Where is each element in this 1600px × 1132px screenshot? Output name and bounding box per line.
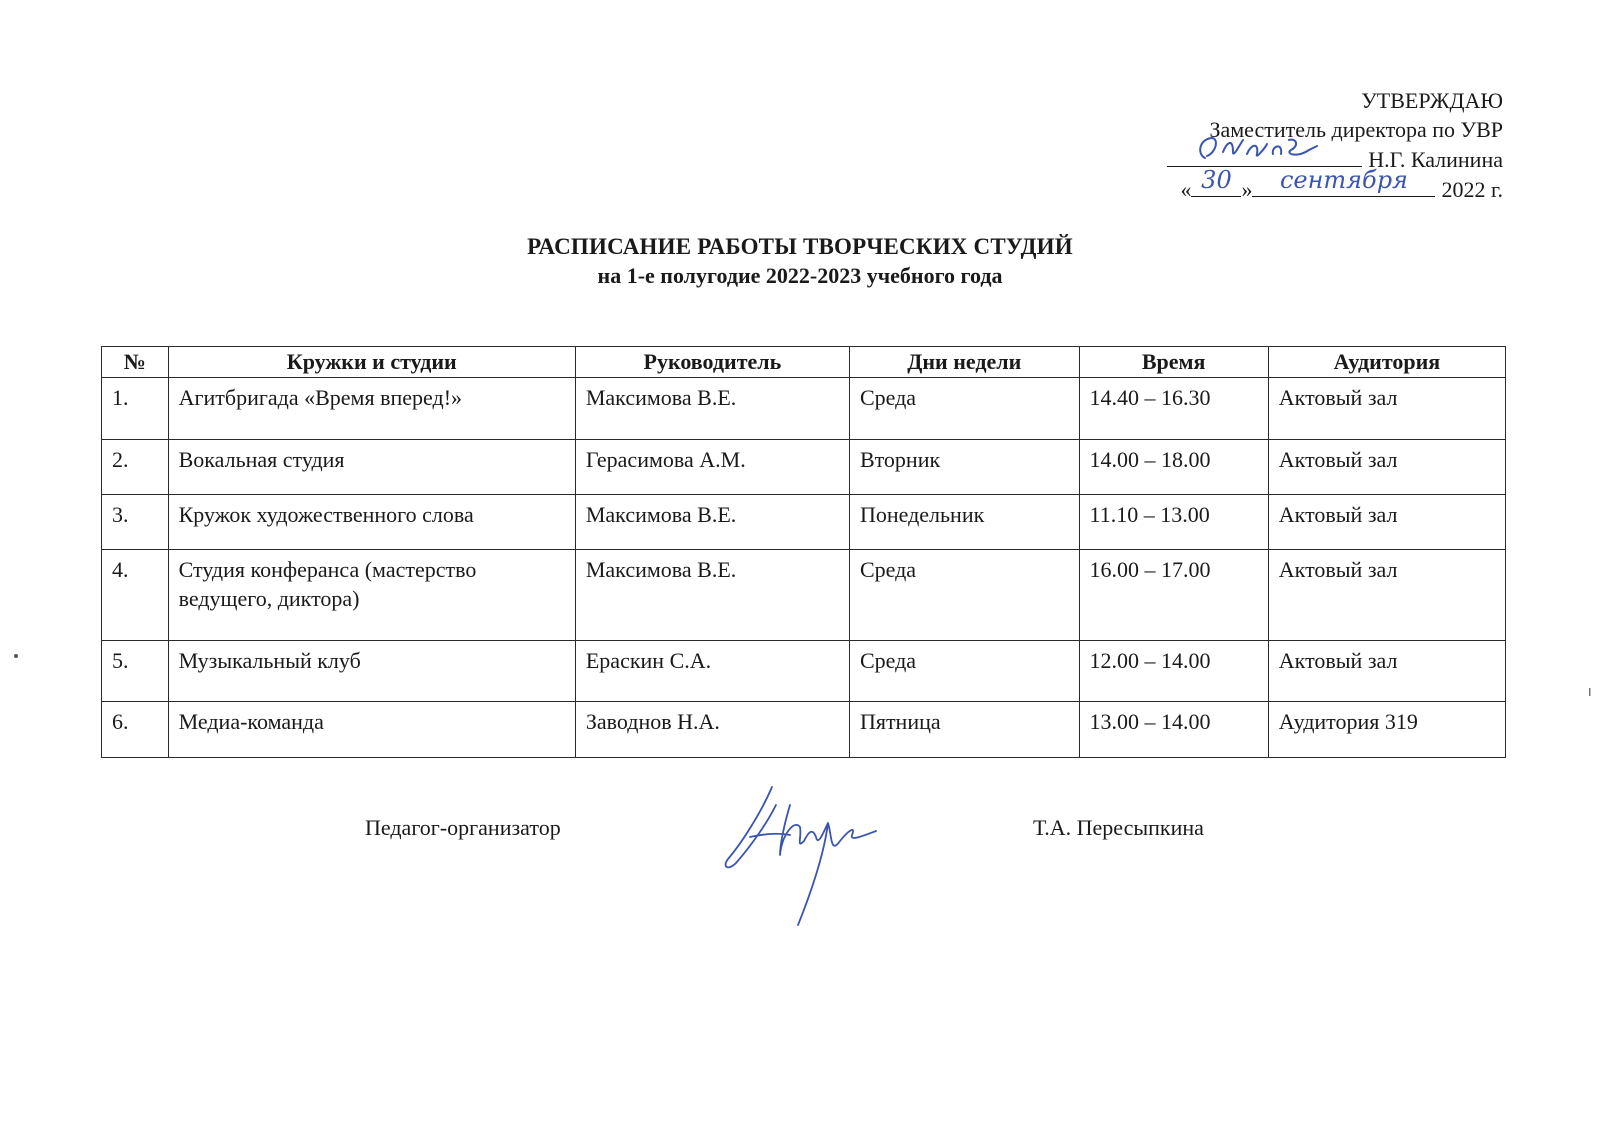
date-close-quote: »: [1241, 177, 1253, 202]
cell-leader: Герасимова А.М.: [575, 440, 849, 495]
cell-time: 16.00 – 17.00: [1079, 550, 1268, 641]
date-month-handwritten: сентября: [1279, 166, 1408, 194]
margin-dot-icon: [13, 653, 19, 659]
signature-blank: [1167, 144, 1362, 167]
header-number: №: [102, 347, 169, 378]
margin-dot-icon: [1587, 688, 1593, 698]
table-row: [102, 495, 1506, 550]
table-header-row: [102, 347, 1506, 378]
header-days: Дни недели: [849, 347, 1079, 378]
footer-name: Т.А. Пересыпкина: [1033, 815, 1204, 840]
cell-time: 13.00 – 14.00: [1079, 702, 1268, 758]
cell-leader: Ераскин С.А.: [575, 641, 849, 702]
header-leader: Руководитель: [575, 347, 849, 378]
organizer-signature-icon: [720, 775, 900, 935]
cell-room: Аудитория 319: [1268, 702, 1505, 758]
cell-club: Музыкальный клуб: [168, 641, 575, 702]
approval-heading: УТВЕРЖДАЮ: [1361, 88, 1503, 113]
cell-days: Среда: [849, 378, 1079, 440]
cell-club: Медиа-команда: [168, 702, 575, 758]
approval-date: [1083, 166, 1503, 204]
cell-number: 5.: [102, 641, 169, 702]
approval-block: [1083, 86, 1503, 204]
date-month-blank: [1252, 166, 1435, 197]
cell-room: Актовый зал: [1268, 550, 1505, 641]
footer-role: Педагог-организатор: [365, 815, 561, 840]
schedule-table: [101, 346, 1506, 758]
date-year: 2022 г.: [1441, 177, 1503, 202]
table-row: [102, 641, 1506, 702]
date-open-quote: «: [1180, 177, 1192, 202]
table-row: [102, 702, 1506, 758]
cell-days: Понедельник: [849, 495, 1079, 550]
cell-room: Актовый зал: [1268, 378, 1505, 440]
cell-days: Пятница: [849, 702, 1079, 758]
approval-position: Заместитель директора по УВР: [1209, 117, 1503, 142]
table-row: [102, 378, 1506, 440]
table-row: [102, 550, 1506, 641]
cell-leader: Максимова В.Е.: [575, 550, 849, 641]
cell-time: 11.10 – 13.00: [1079, 495, 1268, 550]
cell-room: Актовый зал: [1268, 641, 1505, 702]
cell-club: Кружок художественного слова: [168, 495, 575, 550]
approver-signature-icon: [1167, 132, 1362, 166]
cell-leader: Заводнов Н.А.: [575, 702, 849, 758]
cell-leader: Максимова В.Е.: [575, 378, 849, 440]
cell-time: 12.00 – 14.00: [1079, 641, 1268, 702]
header-time: Время: [1079, 347, 1268, 378]
cell-club: Агитбригада «Время вперед!»: [168, 378, 575, 440]
cell-number: 4.: [102, 550, 169, 641]
cell-room: Актовый зал: [1268, 440, 1505, 495]
approver-name: Н.Г. Калинина: [1368, 147, 1503, 172]
cell-number: 1.: [102, 378, 169, 440]
document-subtitle: на 1-е полугодие 2022-2023 учебного года: [597, 263, 1003, 288]
cell-number: 3.: [102, 495, 169, 550]
header-room: Аудитория: [1268, 347, 1505, 378]
cell-club: Вокальная студия: [168, 440, 575, 495]
cell-number: 2.: [102, 440, 169, 495]
cell-days: Вторник: [849, 440, 1079, 495]
document-title: РАСПИСАНИЕ РАБОТЫ ТВОРЧЕСКИХ СТУДИЙ: [527, 234, 1073, 259]
cell-days: Среда: [849, 641, 1079, 702]
cell-days: Среда: [849, 550, 1079, 641]
table-row: [102, 440, 1506, 495]
date-day-handwritten: 30: [1201, 166, 1232, 194]
cell-club: Студия конферанса (мастерство ведущего, диктора): [168, 550, 575, 641]
cell-number: 6.: [102, 702, 169, 758]
date-day-blank: [1191, 166, 1241, 197]
cell-leader: Максимова В.Е.: [575, 495, 849, 550]
cell-time: 14.40 – 16.30: [1079, 378, 1268, 440]
header-club: Кружки и студии: [168, 347, 575, 378]
cell-room: Актовый зал: [1268, 495, 1505, 550]
title-block: [0, 232, 1600, 290]
cell-time: 14.00 – 18.00: [1079, 440, 1268, 495]
